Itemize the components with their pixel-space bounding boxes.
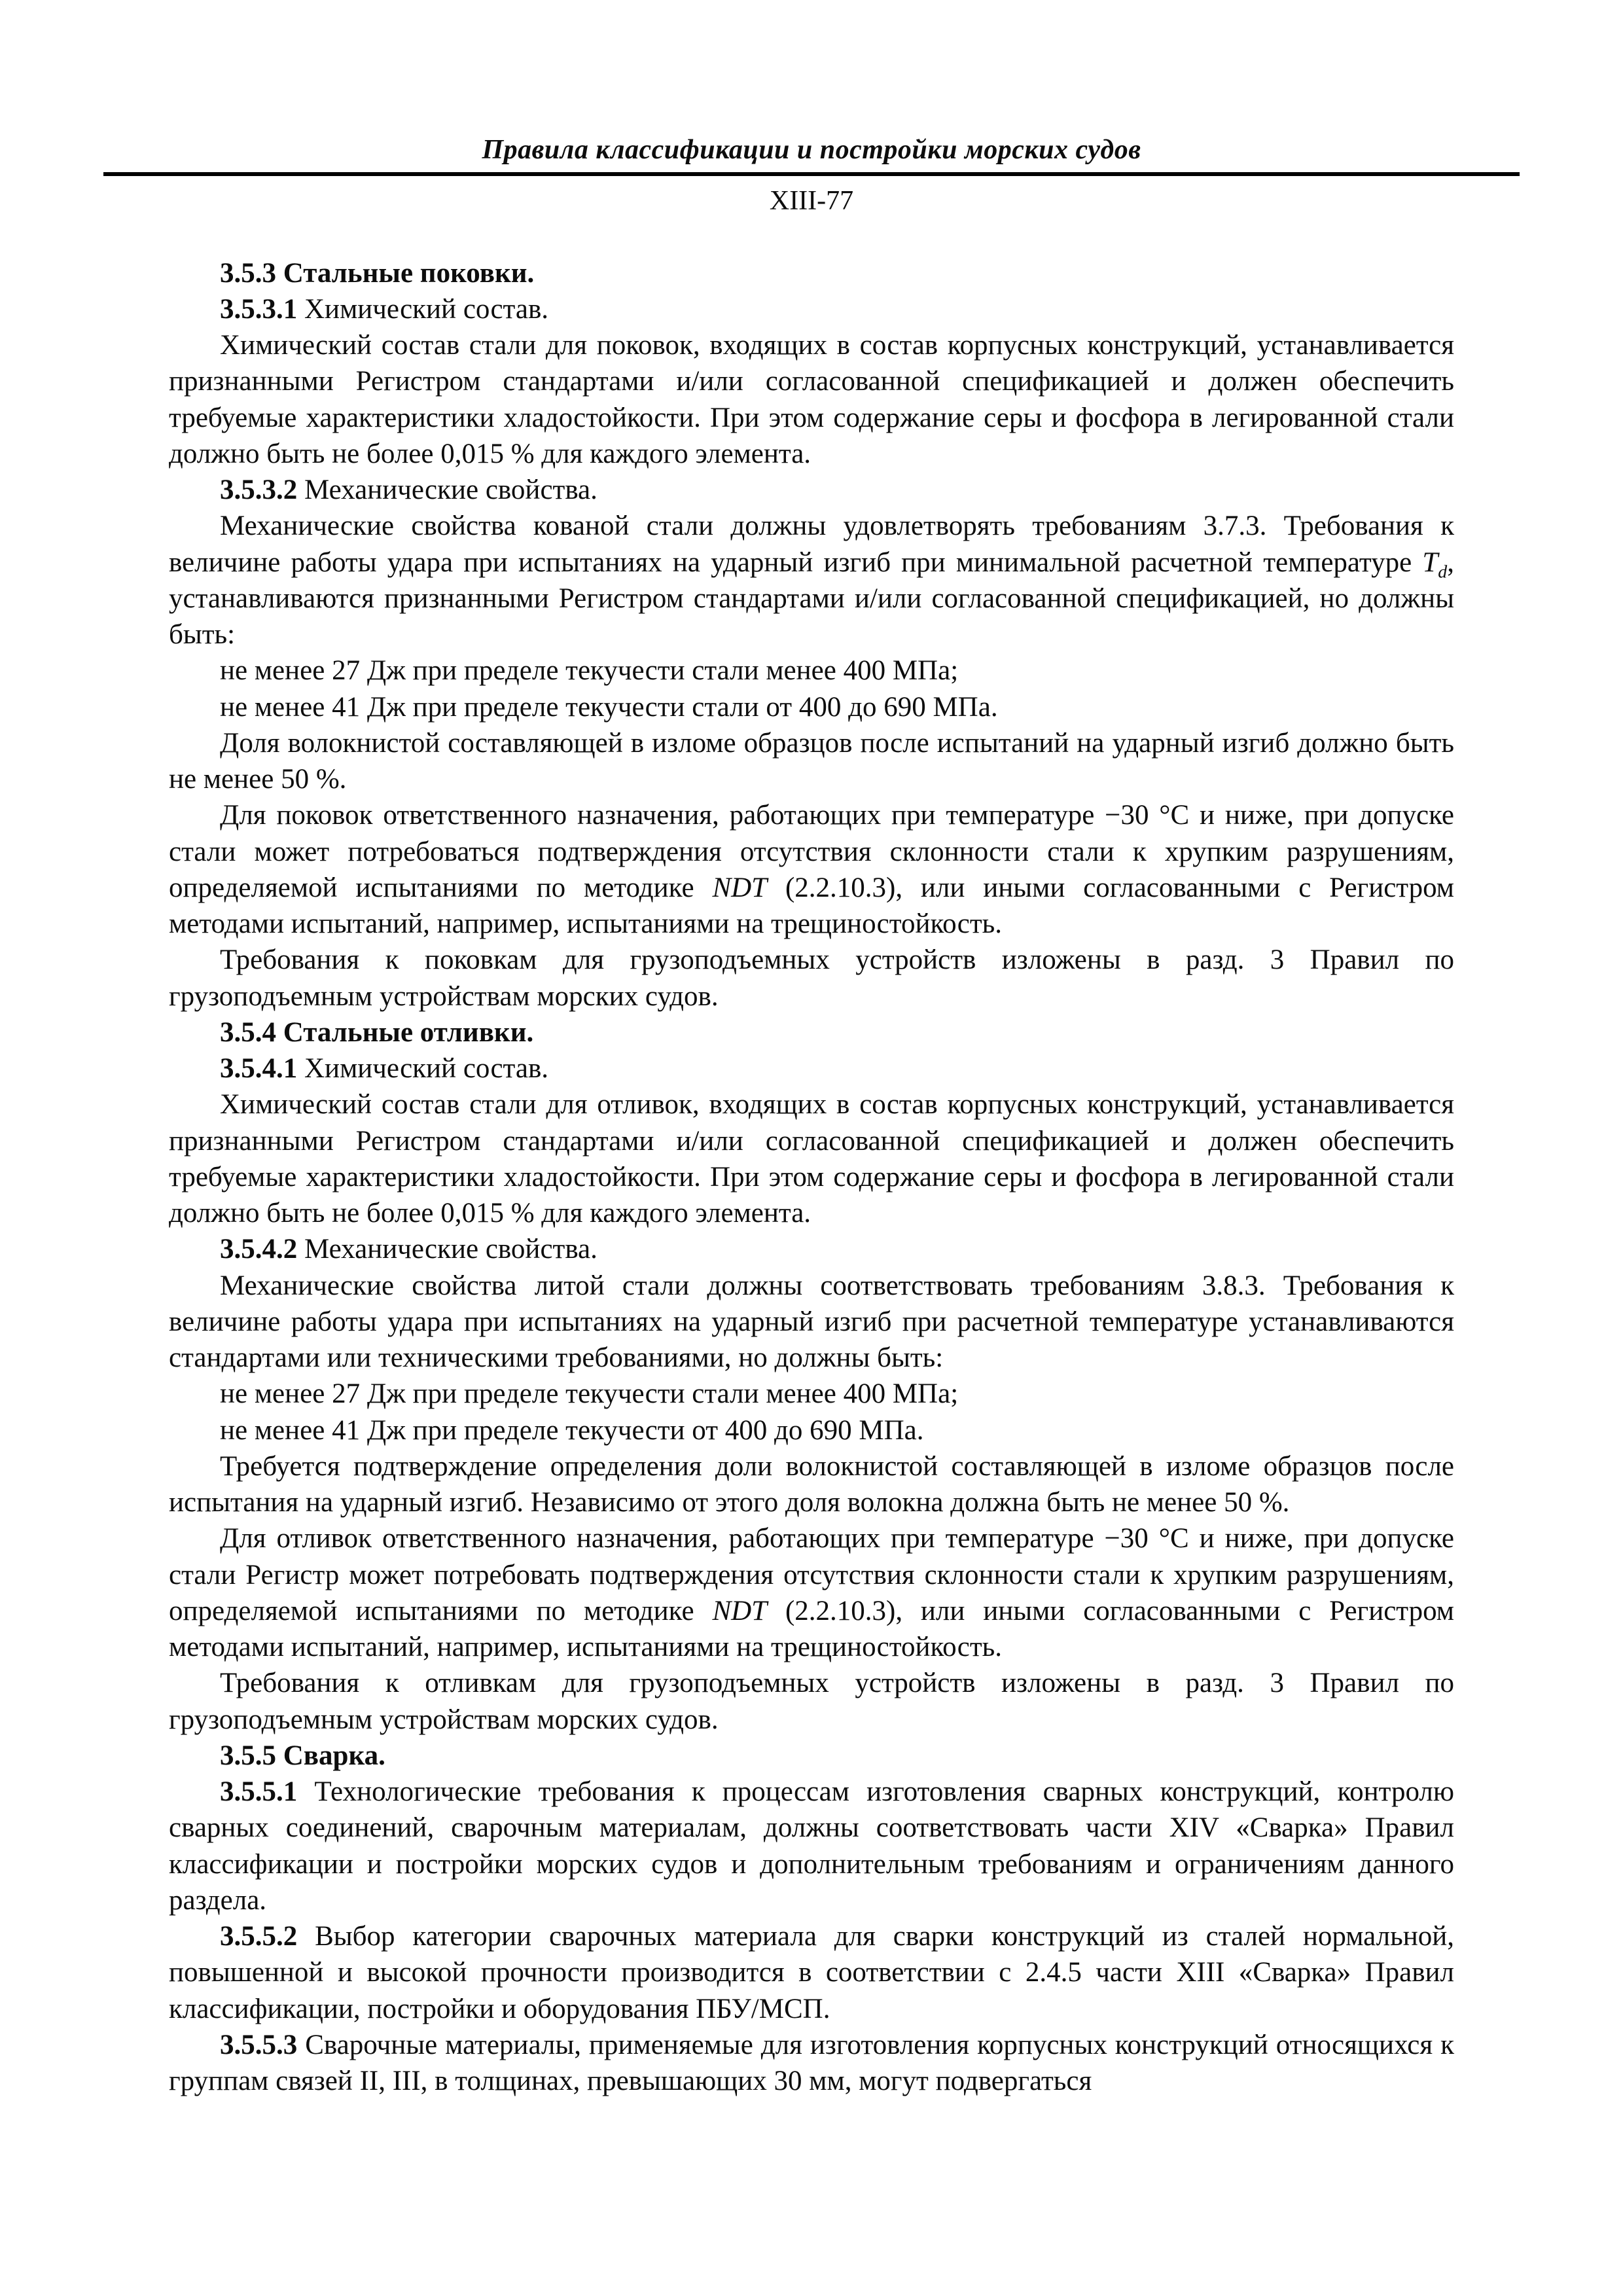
text-run: T: [1422, 547, 1438, 578]
text-run: Химический состав.: [297, 1053, 549, 1085]
section-heading: [169, 1738, 1454, 1774]
paragraph: [169, 1665, 1454, 1738]
text-run: Требуется подтверждение определения доли волокнистой составляющей в изломе образцов после испытания на ударный изгиб. Независимо от этого доля волокна должна быть не менее 50 %.: [169, 1450, 1454, 1518]
text-run: Выбор категории сварочных материала для сварки конструкций из сталей нормальной, повышенной и высокой прочности производится в соответствии с 2.4.5 части XIII «Сварка» Правил классификации, постройки и оборудования ПБУ/МСП.: [169, 1921, 1454, 2024]
text-run: не менее 41 Дж при пределе текучести стали от 400 до 690 МПа.: [220, 691, 998, 723]
text-run: Для поковок ответственного назначения, работающих при температуре −30 °С и ниже, при допуске стали может потребоваться подтверждения отсутствия склонности стали к хрупким разрушениям, определяемой испытаниями по методике: [169, 800, 1454, 903]
text-run: Сварочные материалы, применяемые для изготовления корпусных конструкций относящихся к группам связей II, III, в толщинах, превышающих 30 мм, могут подвергаться: [169, 2029, 1454, 2097]
text-run: 3.5.4.2: [220, 1234, 298, 1265]
text-run: Требования к поковкам для грузоподъемных устройств изложены в разд. 3 Правил по грузоподъемным устройствам морских судов.: [169, 944, 1454, 1012]
text-run: Механические свойства.: [297, 475, 597, 506]
paragraph: [169, 689, 1454, 725]
page-number: XIII-77: [769, 186, 854, 217]
paragraph: [169, 797, 1454, 942]
text-run: Механические свойства кованой стали должны удовлетворять требованиям 3.7.3. Требования к величине работы удара при испытаниях на ударный изгиб при минимальной расчетной температуре: [169, 511, 1454, 578]
text-run: Для отливок ответственного назначения, работающих при температуре −30 °С и ниже, при допуске стали Регистр может потребовать подтверждения отсутствия склонности стали к хрупким разрушениям, определяемой испытаниями по методике: [169, 1523, 1454, 1626]
text-run: не менее 27 Дж при пределе текучести стали менее 400 МПа;: [220, 655, 959, 687]
text-run: не менее 41 Дж при пределе текучести от 400 до 690 МПа.: [220, 1414, 924, 1446]
text-run: 3.5.5 Сварка.: [220, 1740, 385, 1771]
text-run: Технологические требования к процессам изготовления сварных конструкций, контролю сварных соединений, сварочным материалам, должны соответствовать части XIV «Сварка» Правил классификации и постройки морских судов и дополнительным требованиям и ограничениям данного раздела.: [169, 1776, 1454, 1916]
text-run: 3.5.4.1: [220, 1053, 298, 1085]
paragraph: [169, 327, 1454, 472]
running-head-title: Правила классификации и постройки морских судов: [482, 135, 1141, 165]
text-run: NDT: [712, 1595, 768, 1626]
paragraph: [169, 472, 1454, 508]
text-run: , устанавливаются признанными Регистром стандартами и/или согласованной спецификацией, но должны быть:: [169, 547, 1454, 651]
paragraph: [169, 2027, 1454, 2100]
text-run: (2.2.10.3), или иными согласованными с Регистром методами испытаний, например, испытаниями на трещиностойкость.: [169, 1595, 1454, 1663]
text-run: (2.2.10.3), или иными согласованными с Регистром методами испытаний, например, испытаниями на трещиностойкость.: [169, 872, 1454, 940]
text-run: NDT: [712, 872, 768, 903]
text-run: 3.5.3.2: [220, 475, 298, 506]
text-run: 3.5.3 Стальные поковки.: [220, 257, 535, 289]
text-run: Доля волокнистой составляющей в изломе образцов после испытаний на ударный изгиб должно быть не менее 50 %.: [169, 727, 1454, 795]
text-run: 3.5.5.1: [220, 1776, 298, 1808]
paragraph: [169, 1268, 1454, 1376]
paragraph: [169, 1376, 1454, 1412]
paragraph: [169, 508, 1454, 653]
text-run: Химический состав стали для отливок, входящих в состав корпусных конструкций, устанавливается признанными Регистром стандартами и/или согласованной спецификацией и должен обеспечить требуемые характеристики хладостойкости. При этом содержание серы и фосфора в легированной стали должно быть не более 0,015 % для каждого элемента.: [169, 1089, 1454, 1229]
text-run: Механические свойства литой стали должны соответствовать требованиям 3.8.3. Требования к величине работы удара при испытаниях на ударный изгиб при расчетной температуре устанавливаются стандартами или техническими требованиями, но должны быть:: [169, 1270, 1454, 1374]
paragraph: [169, 725, 1454, 798]
text-run: Механические свойства.: [297, 1234, 597, 1265]
text-run: 3.5.5.2: [220, 1921, 298, 1952]
paragraph: [169, 1086, 1454, 1231]
text-run: d: [1438, 562, 1448, 583]
text-run: Требования к отливкам для грузоподъемных устройств изложены в разд. 3 Правил по грузоподъемным устройствам морских судов.: [169, 1668, 1454, 1735]
text-run: 3.5.4 Стальные отливки.: [220, 1016, 534, 1048]
section-heading: [169, 1014, 1454, 1050]
paragraph: [169, 942, 1454, 1014]
paragraph: [169, 1448, 1454, 1521]
text-run: 3.5.5.3: [220, 2029, 298, 2060]
header-rule: [103, 172, 1520, 176]
text-run: Химический состав стали для поковок, входящих в состав корпусных конструкций, устанавливается признанными Регистром стандартами и/или согласованной спецификацией и должен обеспечить требуемые характеристики хладостойкости. При этом содержание серы и фосфора в легированной стали должно быть не более 0,015 % для каждого элемента.: [169, 330, 1454, 469]
paragraph: [169, 291, 1454, 327]
paragraph: [169, 1774, 1454, 1918]
paragraph: [169, 1050, 1454, 1086]
text-run: Химический состав.: [297, 293, 549, 325]
paragraph: [169, 653, 1454, 689]
paragraph: [169, 1918, 1454, 2027]
text-run: не менее 27 Дж при пределе текучести стали менее 400 МПа;: [220, 1378, 959, 1410]
paragraph: [169, 1412, 1454, 1448]
document-body: [169, 255, 1454, 2100]
paragraph: [169, 1231, 1454, 1267]
text-run: 3.5.3.1: [220, 293, 298, 325]
paragraph: [169, 1520, 1454, 1665]
section-heading: [169, 255, 1454, 291]
